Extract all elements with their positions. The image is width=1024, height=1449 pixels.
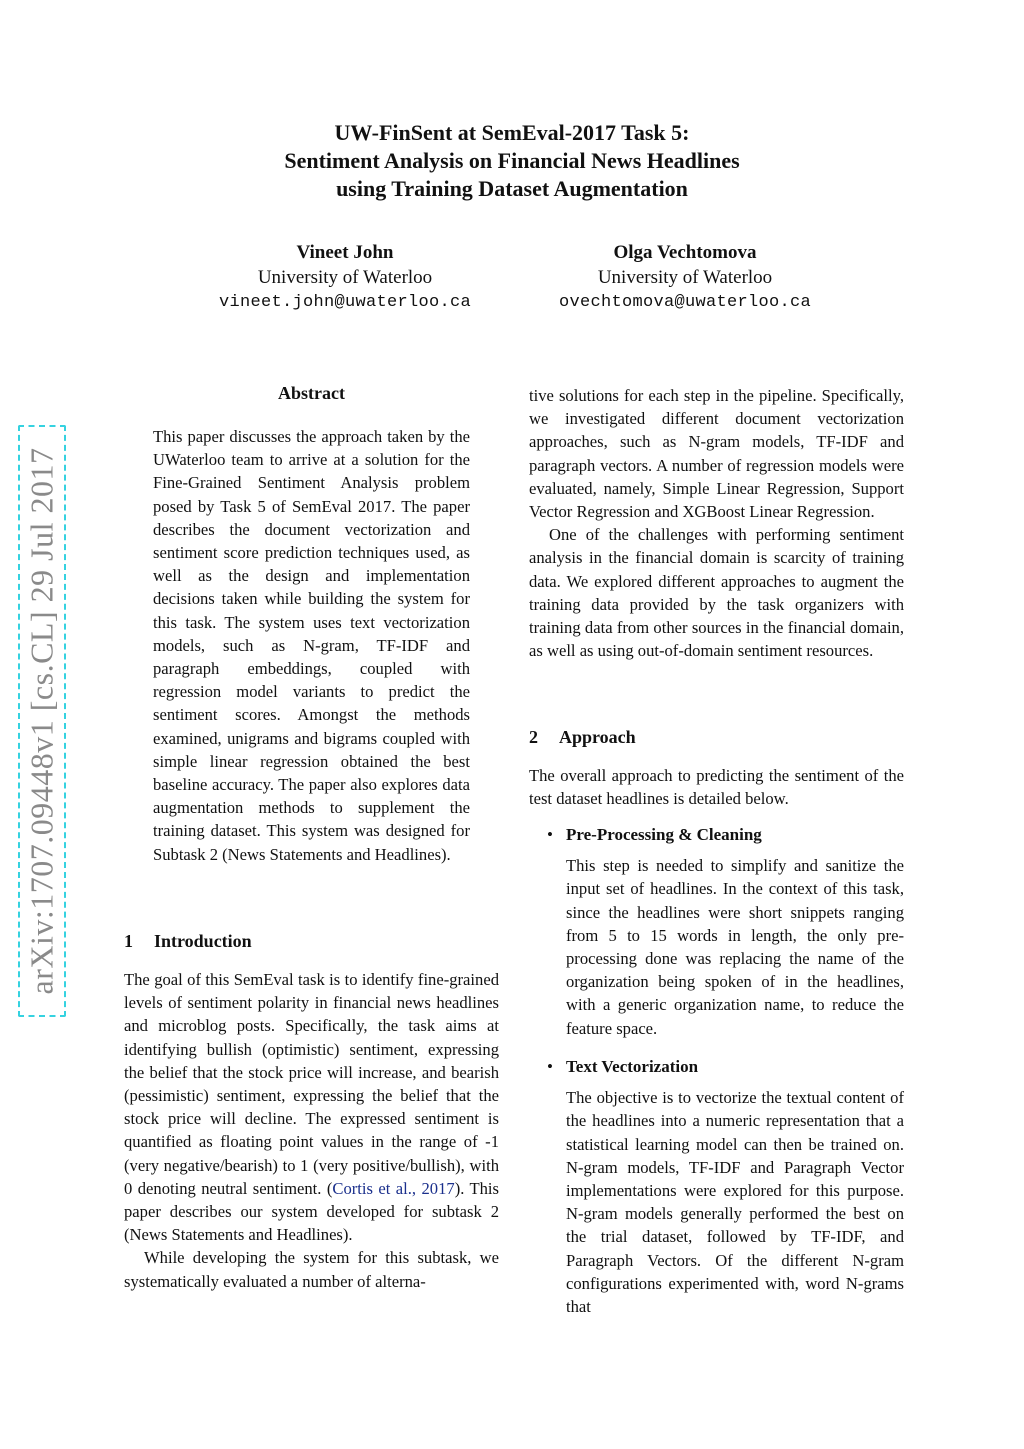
title-line-2: Sentiment Analysis on Financial News Headlines (284, 148, 740, 173)
intro-right-body (529, 384, 904, 662)
bullet-dot-icon: • (547, 825, 553, 844)
approach-intro (529, 764, 904, 810)
author-block-1 (170, 240, 520, 315)
intro-paragraph-2-cont: tive solutions for each step in the pipeline. Specifically, we investigated different document vectorization approaches, such as N-gram models, TF-IDF and paragraph vectors. A number of regression models were evaluated, namely, Simple Linear Regression, Support Vector Regression and XGBoost Linear Regression. (529, 386, 904, 522)
bullet-text: The objective is to vectorize the textual content of the headlines into a numeric representation that a statistical learning model can then be trained on. N-gram models, TF-IDF and Paragraph Vector implementations were explored for this purpose. N-gram models generally performed the best on the trial dataset, followed by TF-IDF, and Paragraph Vectors. Of the different N-gram configurations experimented with, word N-grams that (566, 1088, 904, 1317)
author-affiliation: University of Waterloo (597, 267, 773, 288)
author-block-2 (510, 240, 860, 315)
author-name: Olga Vechtomova (613, 242, 757, 263)
section-title: Introduction (154, 931, 252, 951)
title-line-1: UW-FinSent at SemEval-2017 Task 5: (334, 120, 690, 145)
intro-p1-text: The goal of this SemEval task is to identify fine-grained levels of sentiment polarity in financial news headlines and microblog posts. Specifically, the task aims at identifying bullish (optimistic) sentiment, expressing the belief that the stock price will increase, and bearish (pessimistic) sentiment, expressing the belief that the stock price will decline. The expressed sentiment is quantified as floating point values in the range of -1 (very negative/bearish) to 1 (very positive/bullish), with 0 denoting neutral sentiment. ( (124, 970, 499, 1198)
paper-title (0, 119, 1024, 203)
bullet-item (529, 823, 904, 1040)
section-heading-introduction (124, 931, 252, 952)
section-number: 2 (529, 727, 538, 747)
citation-link[interactable]: Cortis et al., 2017 (332, 1178, 455, 1198)
intro-paragraph-3: One of the challenges with performing sentiment analysis in the financial domain is scarcity of training data. We explored different approaches to augment the training data provided by the task organizers with training data from other sources in the financial domain, as well as using out-of-domain sentiment resources. (529, 525, 904, 661)
author-name: Vineet John (296, 242, 394, 263)
bullet-dot-icon: • (547, 1057, 553, 1076)
author-affiliation: University of Waterloo (257, 267, 433, 288)
bullet-heading (529, 823, 904, 846)
bullet-title: Text Vectorization (566, 1057, 699, 1076)
title-line-3: using Training Dataset Augmentation (336, 176, 688, 201)
intro-paragraph-2: While developing the system for this subtask, we systematically evaluated a number of alterna- (124, 1248, 499, 1291)
intro-p1-text-end: ). This paper describes our system developed for subtask 2 (News Statements and Headlines). (124, 1178, 499, 1245)
arxiv-stamp[interactable] (18, 425, 66, 1017)
bullet-title: Pre-Processing & Cleaning (566, 825, 762, 844)
author-email: ovechtomova@uwaterloo.ca (558, 293, 812, 312)
author-email: vineet.john@uwaterloo.ca (218, 293, 472, 312)
abstract-heading: Abstract (278, 383, 345, 403)
bullet-item (529, 1055, 904, 1318)
approach-intro-text: The overall approach to predicting the sentiment of the test dataset headlines is detailed below. (529, 766, 904, 809)
abstract-text: This paper discusses the approach taken by the UWaterloo team to arrive at a solution for the Fine-Grained Sentiment Analysis problem posed by Task 5 of SemEval 2017. The paper describes the document vectorization and sentiment score prediction techniques used, as well as the design and implementation decisions taken while building the system for this task. The system uses text vectorization models, such as N-gram, TF-IDF and paragraph embeddings, coupled with regression model variants to predict the sentiment scores. Amongst the methods examined, unigrams and bigrams coupled with simple linear regression obtained the best baseline accuracy. The paper also explores data augmentation methods to supplement the training dataset. This system was designed for Subtask 2 (News Statements and Headlines). (153, 427, 470, 864)
section-number: 1 (124, 931, 133, 951)
section-heading-approach (529, 727, 636, 748)
bullet-heading (529, 1055, 904, 1078)
intro-paragraph-1 (124, 968, 499, 1246)
abstract-body (153, 425, 470, 866)
bullet-text: This step is needed to simplify and sanitize the input set of headlines. In the context of this task, since the headlines were short snippets ranging from 5 to 15 words in length, the only pre-processing done was replacing the name of the organization being spoken of in the headlines, with a generic organization name, to reduce the feature space. (566, 856, 904, 1038)
intro-left-body (124, 968, 499, 1293)
section-title: Approach (559, 727, 636, 747)
arxiv-stamp-text: arXiv:1707.09448v1 [cs.CL] 29 Jul 2017 (23, 447, 60, 995)
